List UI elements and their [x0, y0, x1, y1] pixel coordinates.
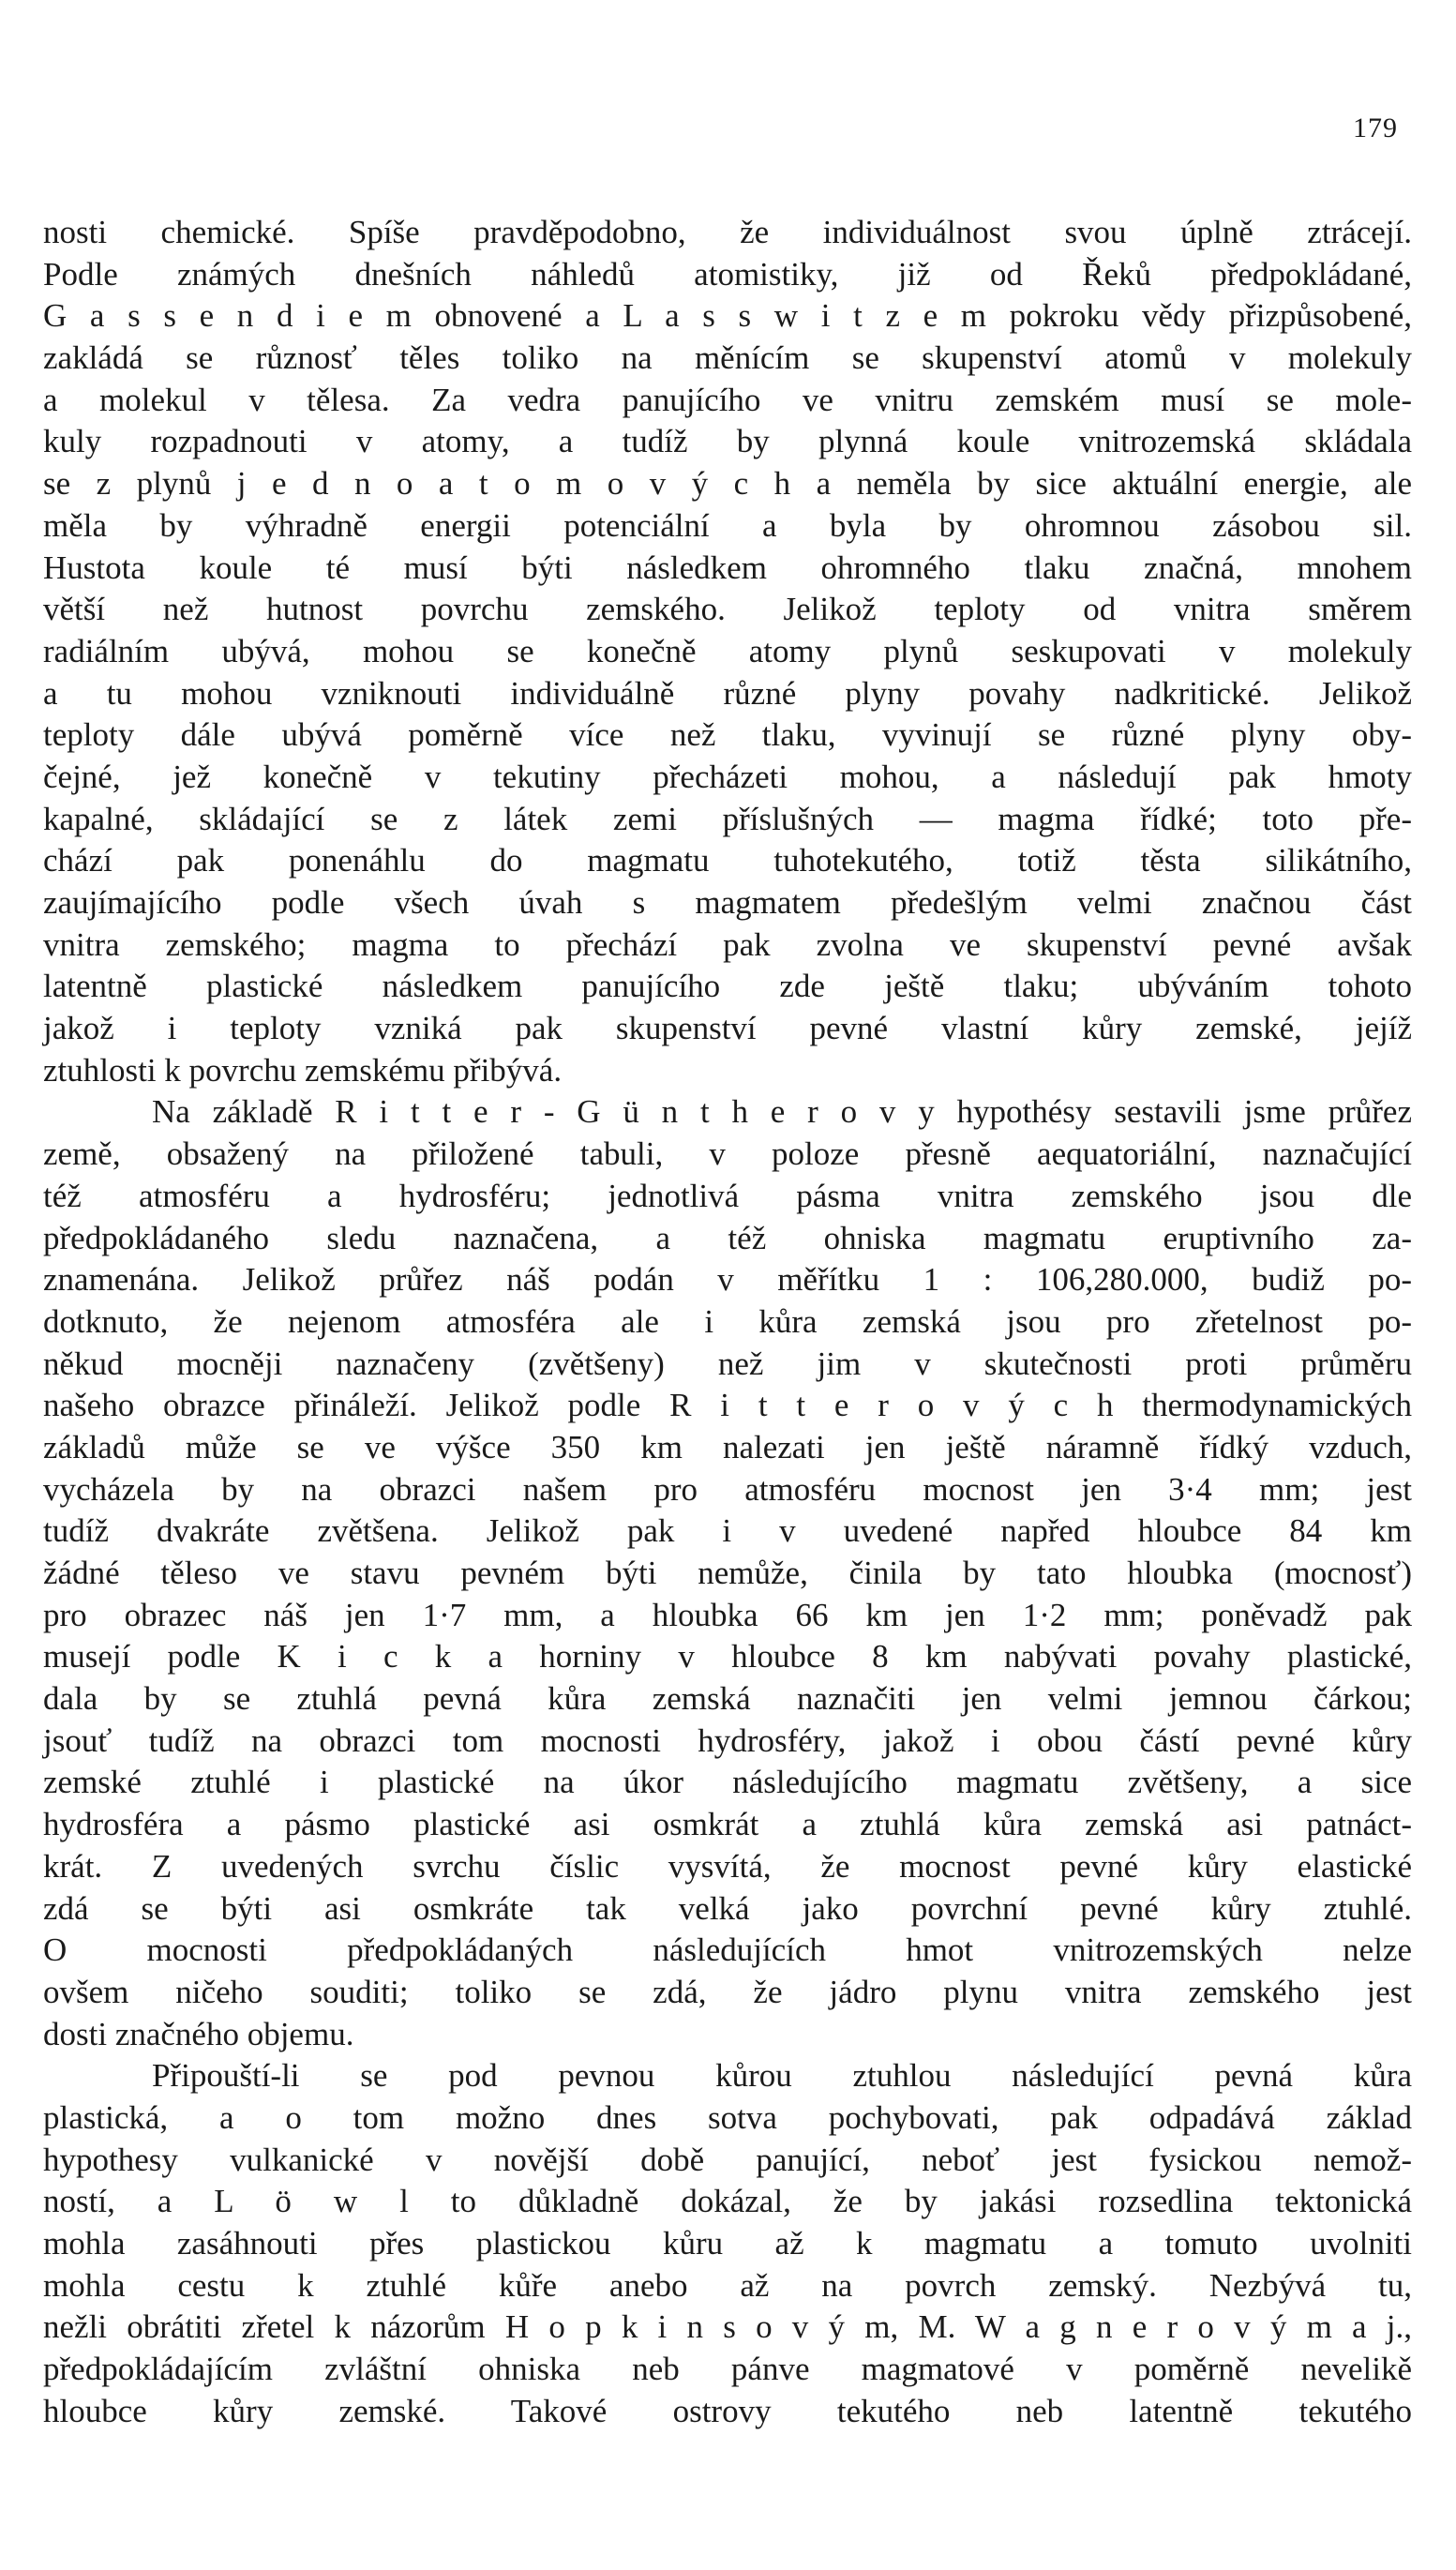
- text-line: hypothesy vulkanické v novější době panující, neboť jest fysickou nemož-: [43, 2141, 1412, 2178]
- text-line: a molekul v tělesa. Za vedra panujícího ve vnitru zemském musí se mole-: [43, 381, 1412, 418]
- text-line: radiálním ubývá, mohou se konečně atomy plynů seskupovati v molekuly: [43, 632, 1412, 669]
- text-line: ností, a L ö w l to důkladně dokázal, že by jakási rozsedlina tektonická: [43, 2183, 1412, 2220]
- text-line: zakládá se různosť těles toliko na měnícím se skupenství atomů v molekuly: [43, 339, 1412, 377]
- text-line: krát. Z uvedených svrchu číslic vysvítá, že mocnost pevné kůry elastické: [43, 1847, 1412, 1885]
- text-line: teploty dále ubývá poměrně více než tlaku, vyvinují se různé plyny oby-: [43, 716, 1412, 754]
- text-line: nosti chemické. Spíše pravděpodobno, že individuálnost svou úplně ztrácejí.: [43, 214, 1412, 250]
- text-line: Na základě R i t t e r - G ü n t h e r o v y hypothésy sestavili jsme průřez: [152, 1093, 1412, 1131]
- text-line: jsouť tudíž na obrazci tom mocnosti hydrosféry, jakož i obou částí pevné kůry: [43, 1721, 1412, 1759]
- text-line: zemské ztuhlé i plastické na úkor následujícího magmatu zvětšeny, a sice: [43, 1764, 1412, 1801]
- text-line: nežli obrátiti zřetel k názorům H o p k i n s o v ý m, M. W a g n e r o v ý m a j.,: [43, 2308, 1412, 2346]
- text-line: též atmosféru a hydrosféru; jednotlivá pásma vnitra zemského jsou dle: [43, 1177, 1412, 1214]
- text-line: mohla zasáhnouti přes plastickou kůru až k magmatu a tomuto uvolniti: [43, 2225, 1412, 2262]
- text-line: znamenána. Jelikož průřez náš podán v měřítku 1 : 106,280.000, budiž po-: [43, 1261, 1412, 1299]
- text-line: chází pak ponenáhlu do magmatu tuhotekutého, totiž těsta silikátního,: [43, 842, 1412, 879]
- text-line: se z plynů j e d n o a t o m o v ý c h a neměla by sice aktuální energie, ale: [43, 465, 1412, 503]
- text-line: tudíž dvakráte zvětšena. Jelikož pak i v uvedené napřed hloubce 84 km: [43, 1512, 1412, 1550]
- paragraph-3: [43, 2055, 1412, 2432]
- text-line: a tu mohou vzniknouti individuálně různé plyny povahy nadkritické. Jelikož: [43, 674, 1412, 712]
- text-line: musejí podle K i c k a horniny v hloubce 8 km nabývati povahy plastické,: [43, 1638, 1412, 1676]
- text-line: našeho obrazce přináleží. Jelikož podle R i t t e r o v ý c h thermodynamických: [43, 1387, 1412, 1424]
- text-line: Připouští-li se pod pevnou kůrou ztuhlou následující pevná kůra: [152, 2057, 1412, 2095]
- text-line: Hustota koule té musí býti následkem ohromného tlaku značná, mnohem: [43, 549, 1412, 586]
- body-text: [43, 212, 1412, 2432]
- text-line: žádné těleso ve stavu pevném býti nemůže, činila by tato hloubka (mocnosť): [43, 1555, 1412, 1591]
- text-line: jakož i teploty vzniká pak skupenství pevné vlastní kůry zemské, jejíž: [43, 1010, 1412, 1047]
- text-line: dotknuto, že nejenom atmosféra ale i kůra zemská jsou pro zřetelnost po-: [43, 1302, 1412, 1340]
- text-line: zdá se býti asi osmkráte tak velká jako povrchní pevné kůry ztuhlé.: [43, 1889, 1412, 1927]
- text-line: někud mocněji naznačeny (zvětšeny) než jim v skutečnosti proti průměru: [43, 1345, 1412, 1382]
- text-line: větší než hutnost povrchu zemského. Jelikož teploty od vnitra směrem: [43, 591, 1412, 628]
- text-line: měla by výhradně energii potenciální a byla by ohromnou zásobou sil.: [43, 506, 1412, 544]
- text-line: G a s s e n d i e m obnovené a L a s s w i t z e m pokroku vědy přizpůsobené,: [43, 297, 1412, 335]
- text-line: země, obsažený na přiložené tabuli, v poloze přesně aequatoriální, naznačující: [43, 1135, 1412, 1173]
- text-line: kapalné, skládající se z látek zemi příslušných — magma řídké; toto pře-: [43, 800, 1412, 837]
- paragraph-2: [43, 1091, 1412, 2055]
- text-line: hloubce kůry zemské. Takové ostrovy tekutého neb latentně tekutého: [43, 2392, 1412, 2429]
- text-line: dosti značného objemu.: [43, 2015, 354, 2052]
- text-line: předpokládaného sledu naznačena, a též ohniska magmatu eruptivního za-: [43, 1219, 1412, 1256]
- text-line: latentně plastické následkem panujícího zde ještě tlaku; ubýváním tohoto: [43, 968, 1412, 1005]
- text-line: kuly rozpadnouti v atomy, a tudíž by plynná koule vnitrozemská skládala: [43, 423, 1412, 460]
- page-number: 179: [1353, 113, 1398, 143]
- text-line: Podle známých dnešních náhledů atomistiky, již od Řeků předpokládané,: [43, 255, 1412, 293]
- text-line: hydrosféra a pásmo plastické asi osmkrát a ztuhlá kůra zemská asi patnáct-: [43, 1806, 1412, 1843]
- text-line: mohla cestu k ztuhlé kůře anebo až na povrch zemský. Nezbývá tu,: [43, 2266, 1412, 2304]
- text-line: ovšem ničeho souditi; toliko se zdá, že jádro plynu vnitra zemského jest: [43, 1973, 1412, 2010]
- text-line: základů může se ve výšce 350 km nalezati jen ještě náramně řídký vzduch,: [43, 1428, 1412, 1465]
- text-line: O mocnosti předpokládaných následujících hmot vnitrozemských nelze: [43, 1931, 1412, 1969]
- text-line: plastická, a o tom možno dnes sotva pochybovati, pak odpadává základ: [43, 2098, 1412, 2136]
- text-line: vycházela by na obrazci našem pro atmosféru mocnost jen 3·4 mm; jest: [43, 1470, 1412, 1508]
- text-line: vnitra zemského; magma to přechází pak zvolna ve skupenství pevné avšak: [43, 925, 1412, 963]
- text-line: pro obrazec náš jen 1·7 mm, a hloubka 66 km jen 1·2 mm; poněvadž pak: [43, 1596, 1412, 1633]
- text-line: čejné, jež konečně v tekutiny přecházeti mohou, a následují pak hmoty: [43, 758, 1412, 795]
- text-line: zaujímajícího podle všech úvah s magmatem předešlým velmi značnou část: [43, 884, 1412, 921]
- text-line: ztuhlosti k povrchu zemskému přibývá.: [43, 1051, 563, 1089]
- text-line: předpokládajícím zvláštní ohniska neb pánve magmatové v poměrně nevelikě: [43, 2351, 1412, 2388]
- paragraph-1: [43, 212, 1412, 1091]
- text-line: dala by se ztuhlá pevná kůra zemská naznačiti jen velmi jemnou čárkou;: [43, 1680, 1412, 1718]
